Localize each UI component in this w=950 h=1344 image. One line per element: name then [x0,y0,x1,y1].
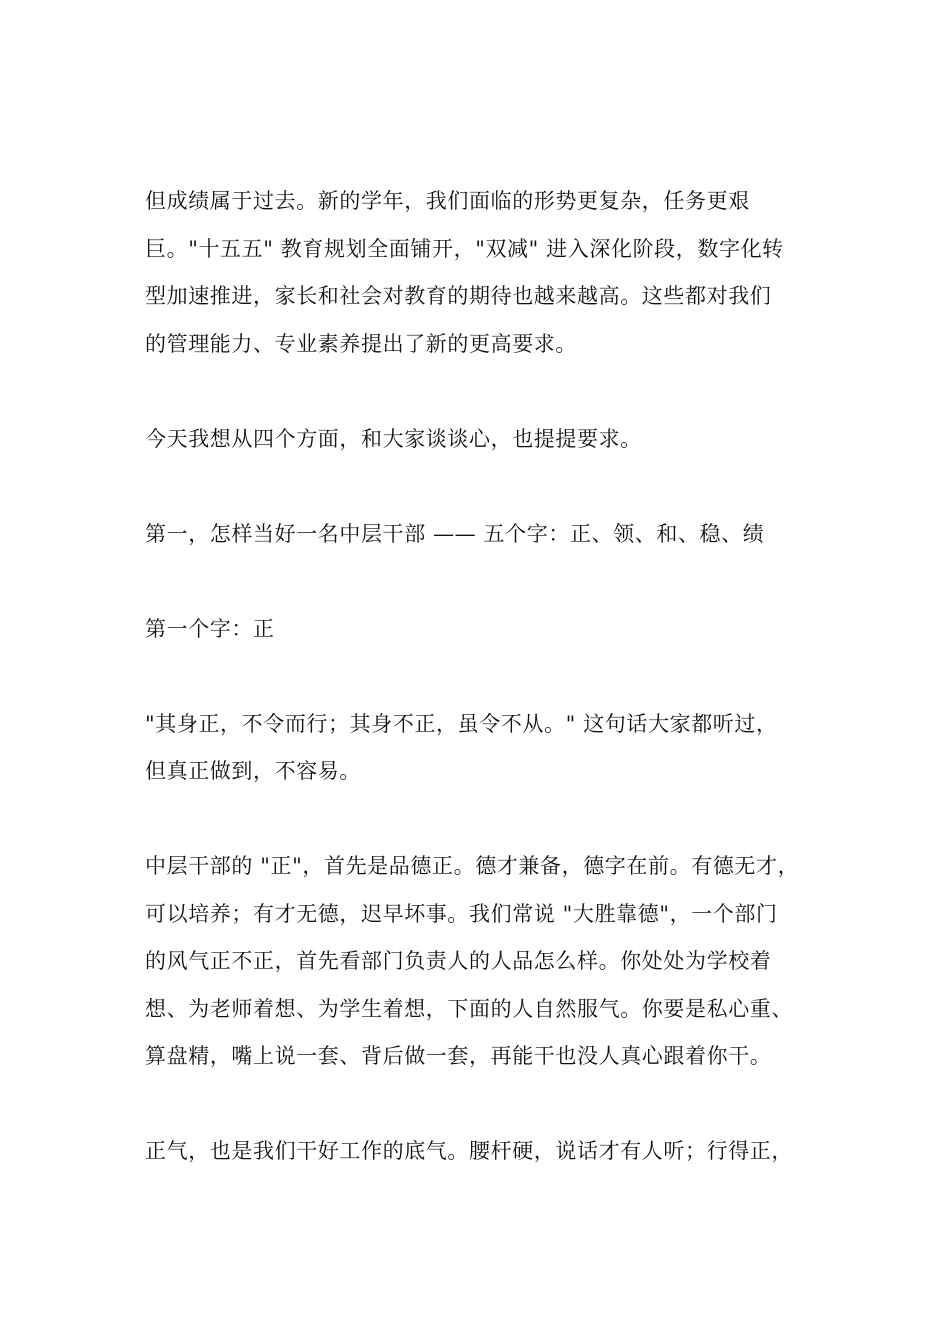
paragraph-challenges [145,178,835,368]
paragraph-gap [145,1081,835,1129]
text-line: "其身正，不令而行；其身不正，虽令不从。" 这句话大家都听过， [145,711,778,736]
paragraph-quote [145,701,835,796]
paragraph-integrity [145,1128,835,1176]
text-line: 的管理能力、专业素养提出了新的更高要求。 [145,331,577,356]
text-line: 第一个字：正 [145,616,275,641]
section-heading-first [145,511,835,559]
paragraph-gap [145,653,835,701]
text-line: 型加速推进，家长和社会对教育的期待也越来越高。这些都对我们 [145,284,772,308]
paragraph-gap [145,368,835,416]
paragraph-character [145,843,835,1081]
paragraph-gap [145,558,835,606]
text-line: 可以培养；有才无德，迟早坏事。我们常说 "大胜靠德"，一个部门 [145,901,778,926]
subheading-zheng [145,606,835,654]
text-line: 算盘精，嘴上说一套、背后做一套，再能干也没人真心跟着你干。 [145,1044,772,1068]
paragraph-gap [145,463,835,511]
text-line: 但真正做到，不容易。 [145,759,361,783]
text-line: 今天我想从四个方面，和大家谈谈心，也提提要求。 [145,426,642,451]
text-line: 第一，怎样当好一名中层干部 —— 五个字：正、领、和、稳、绩 [145,521,765,546]
paragraph-gap [145,796,835,844]
text-line: 巨。"十五五" 教育规划全面铺开，"双减" 进入深化阶段，数字化转 [145,236,784,261]
text-line: 正气，也是我们干好工作的底气。腰杆硬，说话才有人听；行得正， [145,1139,793,1163]
text-line: 的风气正不正，首先看部门负责人的人品怎么样。你处处为学校着 [145,949,772,973]
paragraph-intro [145,416,835,464]
document-body [145,178,835,1176]
text-line: 想、为老师着想、为学生着想，下面的人自然服气。你要是私心重、 [145,996,793,1021]
text-line: 但成绩属于过去。新的学年，我们面临的形势更复杂，任务更艰 [145,189,750,213]
text-line: 中层干部的 "正"，首先是品德正。德才兼备，德字在前。有德无才， [145,854,800,878]
